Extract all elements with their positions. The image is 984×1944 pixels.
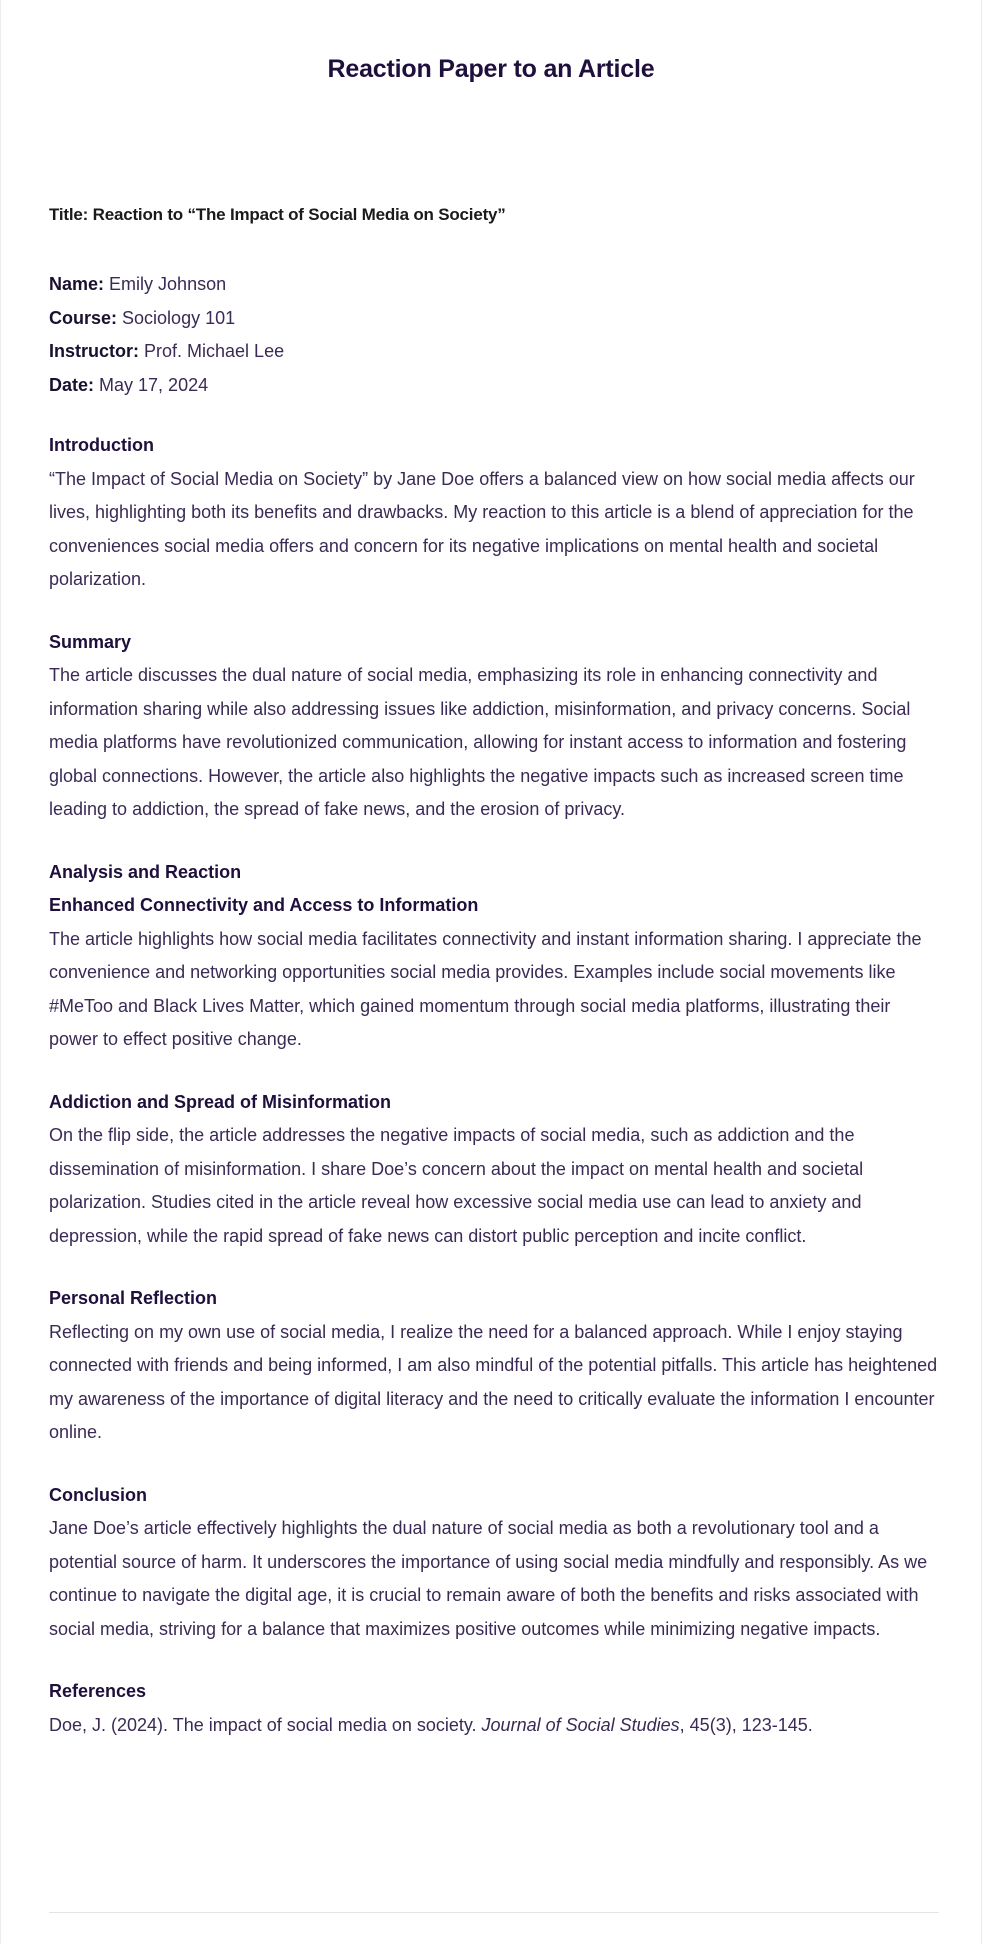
summary-heading: Summary xyxy=(49,631,132,652)
addiction-text: On the flip side, the article addresses the negative impacts of social media, such as addiction and the dissemination of misinformation. I share Doe’s concern about the impact on mental health and societal polarization. Studies cited in the article reveal how excessive social media use can lead to anxiety and depression, while the rapid spread of fake news can distort public perception and incite conflict. xyxy=(49,1125,864,1246)
analysis-heading: Analysis and Reaction xyxy=(49,861,242,882)
summary-text: The article discusses the dual nature of social media, emphasizing its role in enhancing connectivity and information sharing while also addressing issues like addiction, misinformation, and privacy concerns. Social media platforms have revolutionized communication, allowing for instant access to information and fostering global connections. However, the article also highlights the negative impacts such as increased screen time leading to addiction, the spread of fake news, and the erosion of privacy. xyxy=(49,665,911,819)
course-label: Course: xyxy=(49,307,118,328)
reference-suffix: , 45(3), 123-145. xyxy=(679,1714,813,1735)
page-title: Reaction Paper to an Article xyxy=(327,55,655,83)
connectivity-text: The article highlights how social media facilitates connectivity and instant information sharing. I appreciate the convenience and networking opportunities social media provides. Examples include social movements like #MeToo and Black Lives Matter, which gained momentum through social media platforms, illustrating their power to effect positive change. xyxy=(49,928,922,1049)
conclusion-text: Jane Doe’s article effectively highlights the dual nature of social media as both a revolutionary tool and a potential source of harm. It underscores the importance of using social media mindfully and responsibly. As we continue to navigate the digital age, it is crucial to remain aware of both the benefits and risks associated with social media, striving for a balance that maximizes positive outcomes while minimizing negative impacts. xyxy=(49,1518,928,1639)
footer-divider xyxy=(49,1912,939,1913)
instructor-line xyxy=(49,335,939,369)
name-label: Name: xyxy=(49,274,105,294)
reflection-heading: Personal Reflection xyxy=(49,1288,218,1308)
course-value: Sociology 101 xyxy=(122,307,236,328)
date-line xyxy=(49,369,939,403)
name-value: Emily Johnson xyxy=(109,274,227,294)
addiction-heading: Addiction and Spread of Misinformation xyxy=(49,1091,391,1112)
introduction-heading: Introduction xyxy=(49,435,154,455)
reflection-text: Reflecting on my own use of social media, I realize the need for a balanced approach. While I enjoy staying connected with friends and being informed, I am also mindful of the potential pitfalls. This article has heightened my awareness of the importance of digital literacy and the need to critically evaluate the information I encounter online. xyxy=(49,1321,938,1442)
conclusion-heading: Conclusion xyxy=(49,1484,147,1505)
course-line xyxy=(49,302,939,336)
connectivity-heading: Enhanced Connectivity and Access to Information xyxy=(49,895,479,915)
document-body xyxy=(49,200,939,1742)
instructor-value: Prof. Michael Lee xyxy=(144,341,285,361)
name-line xyxy=(49,268,939,302)
date-value: May 17, 2024 xyxy=(99,374,209,395)
introduction-text: “The Impact of Social Media on Society” by Jane Doe offers a balanced view on how social media affects our lives, highlighting both its benefits and drawbacks. My reaction to this article is a blend of appreciation for the conveniences social media offers and concern for its negative implications on mental health and societal polarization. xyxy=(49,468,915,589)
instructor-label: Instructor: xyxy=(49,341,139,361)
reference-entry xyxy=(49,1709,939,1743)
reference-journal: Journal of Social Studies xyxy=(481,1714,680,1735)
author-info xyxy=(49,268,939,402)
reference-prefix: Doe, J. (2024). The impact of social media on society. xyxy=(49,1714,482,1735)
date-label: Date: xyxy=(49,374,95,395)
references-heading: References xyxy=(49,1681,147,1701)
paper-title: Title: Reaction to “The Impact of Social Media on Society” xyxy=(49,205,506,224)
